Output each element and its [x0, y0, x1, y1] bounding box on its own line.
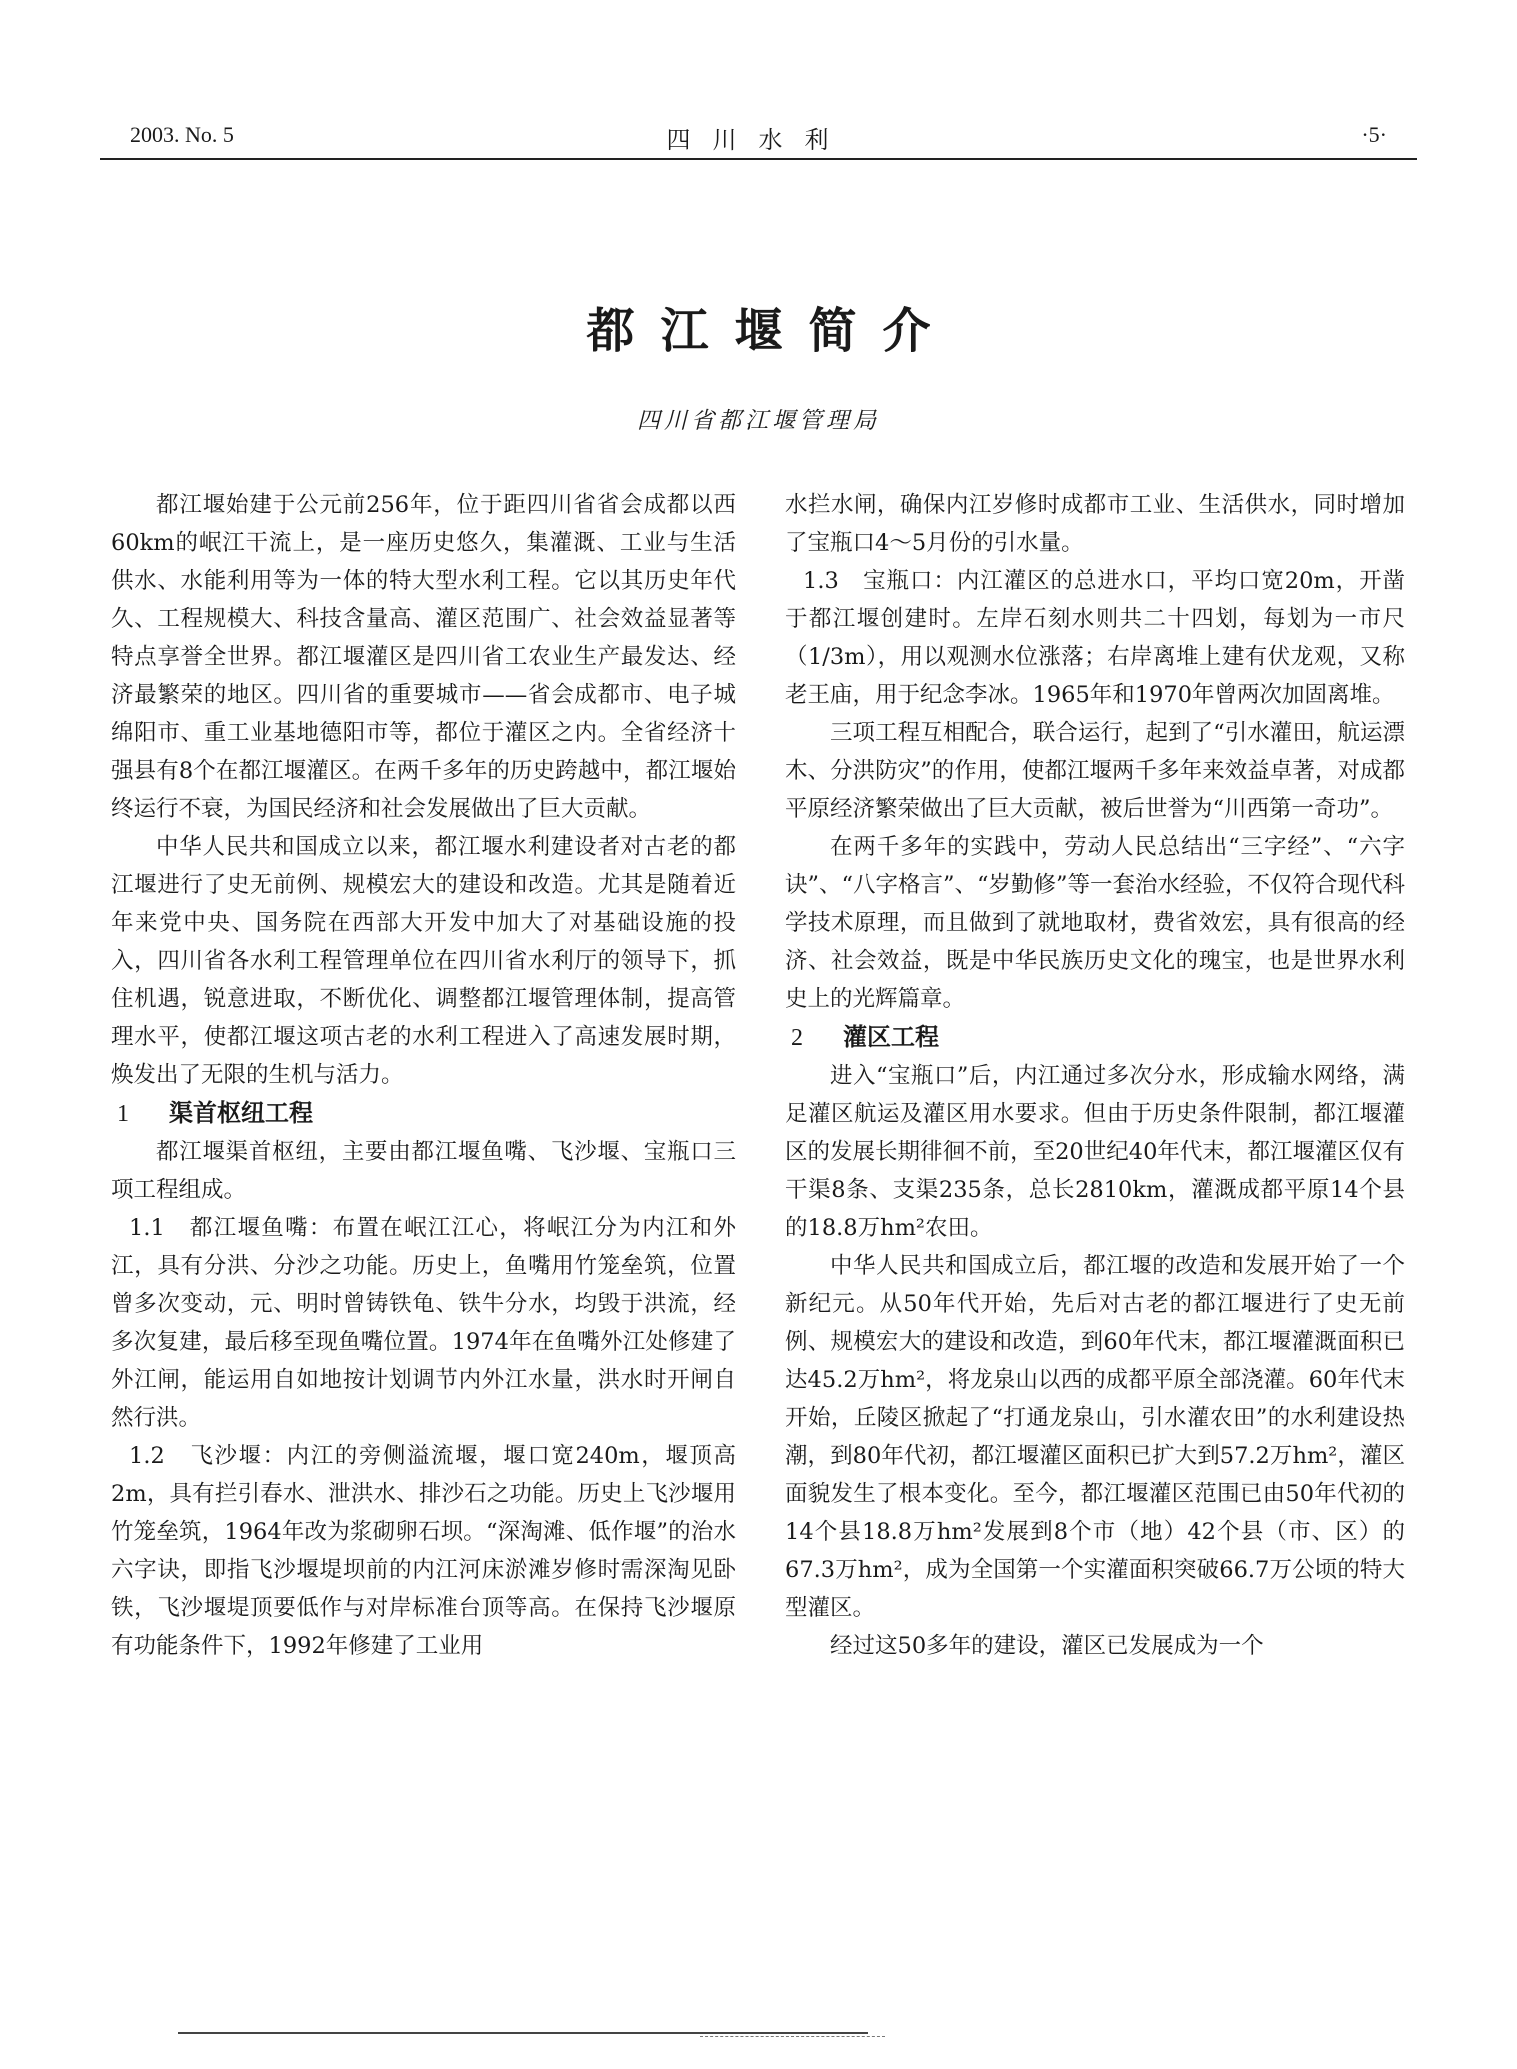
- article-title: 都江堰简介: [586, 303, 957, 359]
- section-heading: [111, 1094, 736, 1133]
- section-heading: [785, 1018, 1405, 1057]
- footer-rule: [178, 2032, 868, 2034]
- left-column: [111, 486, 736, 1665]
- subsection-paragraph: 1.2 飞沙堰：内江的旁侧溢流堰，堰口宽240m，堰顶高2m，具有拦引春水、泄洪水、排沙石之功能。历史上飞沙堰用竹笼垒筑，1964年改为浆砌卵石坝。“深淘滩、低作堰”的治水六字诀，即指飞沙堰堤坝前的内江河床淤滩岁修时需深淘见卧铁，飞沙堰堤顶要低作与对岸标准台顶等高。在保持飞沙堰原有功能条件下，1992年修建了工业用: [111, 1443, 736, 1659]
- section-title: 渠首枢纽工程: [169, 1099, 313, 1127]
- right-column: [785, 486, 1405, 1665]
- paragraph: 水拦水闸，确保内江岁修时成都市工业、生活供水，同时增加了宝瓶口4～5月份的引水量。: [785, 492, 1405, 556]
- article-author: 四川省都江堰管理局: [637, 408, 880, 434]
- section-number: 2: [791, 1025, 803, 1051]
- paragraph: 中华人民共和国成立以来，都江堰水利建设者对古老的都江堰进行了史无前例、规模宏大的建设和改造。尤其是随着近年来党中央、国务院在西部大开发中加大了对基础设施的投入，四川省各水利工程管理单位在四川省水利厅的领导下，抓住机遇，锐意进取，不断优化、调整都江堰管理体制，提高管理水平，使都江堰这项古老的水利工程进入了高速发展时期，焕发出了无限的生机与活力。: [111, 834, 736, 1088]
- paragraph: 在两千多年的实践中，劳动人民总结出“三字经”、“六字诀”、“八字格言”、“岁勤修”等一套治水经验，不仅符合现代科学技术原理，而且做到了就地取材，费省效宏，具有很高的经济、社会效益，既是中华民族历史文化的瑰宝，也是世界水利史上的光辉篇章。: [785, 834, 1406, 1012]
- section-title: 灌区工程: [843, 1023, 939, 1051]
- paragraph: 都江堰始建于公元前256年，位于距四川省省会成都以西60km的岷江干流上，是一座历史悠久，集灌溉、工业与生活供水、水能利用等为一体的特大型水利工程。它以其历史年代久、工程规模大、科技含量高、灌区范围广、社会效益显著等特点享誉全世界。都江堰灌区是四川省工农业生产最发达、经济最繁荣的地区。四川省的重要城市——省会成都市、电子城绵阳市、重工业基地德阳市等，都位于灌区之内。全省经济十强县有8个在都江堰灌区。在两千多年的历史跨越中，都江堰始终运行不衰，为国民经济和社会发展做出了巨大贡献。: [111, 492, 736, 822]
- subsection-paragraph: 1.3 宝瓶口：内江灌区的总进水口，平均口宽20m，开凿于都江堰创建时。左岸石刻水则共二十四划，每划为一市尺（1/3m），用以观测水位涨落；右岸离堆上建有伏龙观，又称老王庙，用于纪念李冰。1965年和1970年曾两次加固离堆。: [785, 568, 1405, 708]
- paragraph: 进入“宝瓶口”后，内江通过多次分水，形成输水网络，满足灌区航运及灌区用水要求。但由于历史条件限制，都江堰灌区的发展长期徘徊不前，至20世纪40年代末，都江堰灌区仅有干渠8条、支渠235条，总长2810km，灌溉成都平原14个县的18.8万hm²农田。: [785, 1063, 1405, 1241]
- paragraph: 中华人民共和国成立后，都江堰的改造和发展开始了一个新纪元。从50年代开始，先后对古老的都江堰进行了史无前例、规模宏大的建设和改造，到60年代末，都江堰灌溉面积已达45.2万hm²，将龙泉山以西的成都平原全部浇灌。60年代末开始，丘陵区掀起了“打通龙泉山，引水灌农田”的水利建设热潮，到80年代初，都江堰灌区面积已扩大到57.2万hm²，灌区面貌发生了根本变化。至今，都江堰灌区范围已由50年代初的14个县18.8万hm²发展到8个市（地）42个县（市、区）的67.3万hm²，成为全国第一个实灌面积突破66.7万公顷的特大型灌区。: [785, 1253, 1405, 1621]
- journal-name: 四川水利: [666, 126, 851, 154]
- paragraph: 三项工程互相配合，联合运行，起到了“引水灌田，航运漂木、分洪防灾”的作用，使都江堰两千多年来效益卓著，对成都平原经济繁荣做出了巨大贡献，被后世誉为“川西第一奇功”。: [785, 720, 1405, 822]
- paragraph: 都江堰渠首枢纽，主要由都江堰鱼嘴、飞沙堰、宝瓶口三项工程组成。: [111, 1139, 736, 1203]
- section-number: 1: [117, 1101, 129, 1127]
- paragraph: 经过这50多年的建设，灌区已发展成为一个: [830, 1633, 1264, 1659]
- footer-rule-dashed: [700, 2036, 885, 2037]
- header-rule: [100, 158, 1417, 160]
- issue-number: 2003. No. 5: [130, 122, 234, 147]
- subsection-paragraph: 1.1 都江堰鱼嘴：布置在岷江江心，将岷江分为内江和外江，具有分洪、分沙之功能。历史上，鱼嘴用竹笼垒筑，位置曾多次变动，元、明时曾铸铁龟、铁牛分水，均毁于洪流，经多次复建，最后移至现鱼嘴位置。1974年在鱼嘴外江处修建了外江闸，能运用自如地按计划调节内外江水量，洪水时开闸自然行洪。: [111, 1215, 736, 1431]
- page-number: ·5·: [1361, 122, 1387, 147]
- running-header: [100, 118, 1417, 158]
